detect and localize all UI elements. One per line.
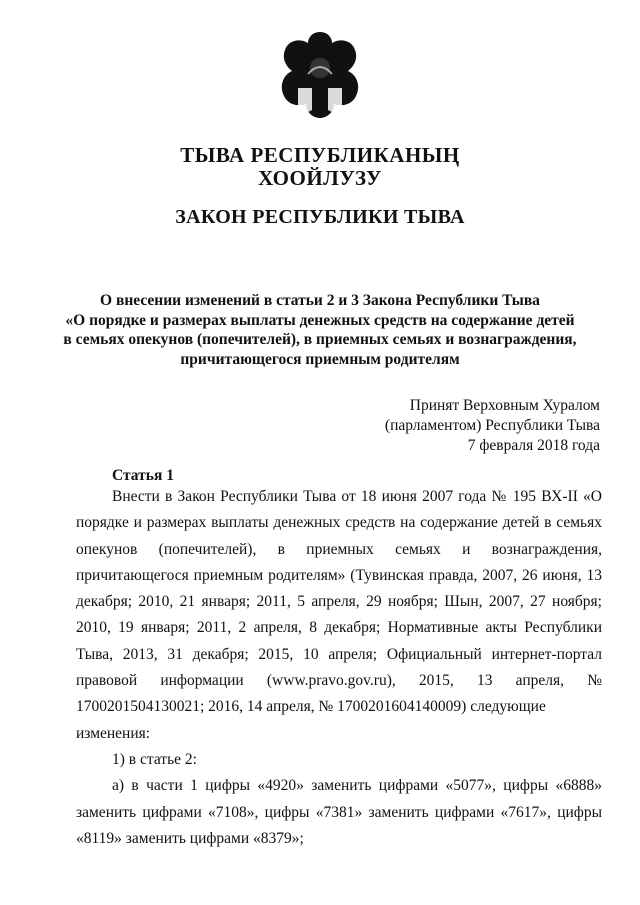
adoption-line: (парламентом) Республики Тыва xyxy=(384,417,600,434)
emblem-seal-icon xyxy=(268,28,372,120)
title-tuvan-line2: ХООЙЛУЗУ xyxy=(258,166,382,190)
title-russian: ЗАКОН РЕСПУБЛИКИ ТЫВА xyxy=(175,206,465,228)
article-paragraph: Внести в Закон Республики Тыва от 18 июня 2007 года № 195 ВХ-II «О порядке и размерах выплаты денежных средств на содержание детей в семьях опекунов (попечителей), в приемных семьях и вознаграждения, причитающегося приемным родителям» (Тувинская правда, 2007, 26 июня, 13 декабря; 2010, 21 января; 2011, 5 апреля, 29 ноября; Шын, 2007, 27 ноября; 2010, 19 января; 2011, 2 апреля, 8 декабря; Нормативные акты Республики Тыва, 2013, 31 декабря; 2015, 10 апреля; Официальный интернет-портал правовой информации (www.pravo.gov.ru), 2015, 13 апреля, № 1700201504130021; 2016, 14 апреля, № 1700201604140009) следующие xyxy=(76,488,602,716)
article-subitem: а) в части 1 цифры «4920» заменить цифрами «5077», цифры «6888» заменить цифрами «7108», цифры «7381» заменить цифрами «7617», цифры «8119» заменить цифрами «8379»; xyxy=(76,777,602,847)
title-tuvan-line1: ТЫВА РЕСПУБЛИКАНЫҢ xyxy=(180,143,460,167)
law-title-line: в семьях опекунов (попечителей), в приемных семьях и вознаграждения, xyxy=(63,331,577,348)
article-item: 1) в статье 2: xyxy=(112,750,197,768)
law-title-line: О внесении изменений в статьи 2 и 3 Закона Республики Тыва xyxy=(100,292,540,309)
article-heading: Статья 1 xyxy=(112,467,174,484)
article-body xyxy=(76,484,602,852)
adoption-date: 7 февраля 2018 года xyxy=(467,437,600,454)
law-title xyxy=(60,291,580,369)
law-title-line: причитающегося приемным родителям xyxy=(180,350,460,368)
adoption-note xyxy=(385,396,600,456)
law-title-line: «О порядке и размерах выплаты денежных средств на содержание детей xyxy=(65,311,575,329)
adoption-line: Принят Верховным Хуралом xyxy=(409,397,600,414)
article-paragraph-end: изменения: xyxy=(76,724,151,742)
